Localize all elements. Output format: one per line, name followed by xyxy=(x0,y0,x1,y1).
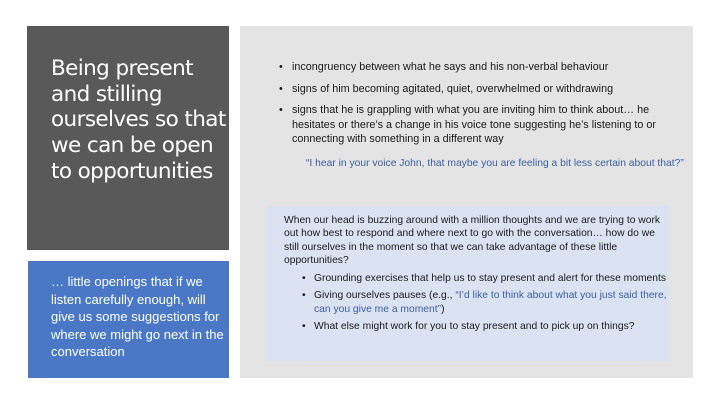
list-item xyxy=(275,103,680,147)
signs-list xyxy=(275,60,680,154)
summary-text: … little openings that if we listen carefully enough, will give us some suggestions for where we might go next in the conversation xyxy=(51,274,224,359)
list-item xyxy=(300,289,670,316)
list-item-text: signs of him becoming agitated, quiet, overwhelmed or withdrawing xyxy=(292,82,614,95)
list-item xyxy=(300,320,670,333)
list-item-text: signs that he is grappling with what you are inviting him to think about… he hesitates or there’s a change in his voice tone suggesting he’s listening to or connecting with something in a different way xyxy=(292,104,656,145)
bullet-icon: • xyxy=(302,320,306,332)
list-item xyxy=(300,272,670,285)
bullet-icon: • xyxy=(302,273,306,284)
bullet-icon: • xyxy=(302,290,306,302)
list-item-text-after: ) xyxy=(441,303,445,315)
list-item xyxy=(275,82,680,97)
list-item xyxy=(275,60,680,75)
list-item-text: Grounding exercises that help us to stay present and alert for these moments xyxy=(314,273,666,284)
bullet-icon: • xyxy=(279,61,283,73)
bullet-icon: • xyxy=(279,82,283,95)
list-item-text: incongruency between what he says and his non-verbal behaviour xyxy=(292,61,609,73)
pause-quote: “I’d like to think about what you just said there, can you give me a moment” xyxy=(314,290,667,315)
slide-title: Being present and stilling ourselves so that we can be open to opportunities xyxy=(51,56,226,184)
example-quote: “I hear in your voice John, that maybe you are feeling a bit less certain about that?” xyxy=(306,158,684,169)
stilling-question: When our head is buzzing around with a million thoughts and we are trying to work out how best to respond and where next to go with the conversation… how do we still ourselves in the moment so that we can take advantage of these little opportunities? xyxy=(284,215,661,266)
list-item-text: What else might work for you to stay present and to pick up on things? xyxy=(314,320,635,332)
list-item-text: Giving ourselves pauses (e.g., xyxy=(314,290,456,302)
stilling-list xyxy=(300,272,670,337)
bullet-icon: • xyxy=(279,104,283,116)
